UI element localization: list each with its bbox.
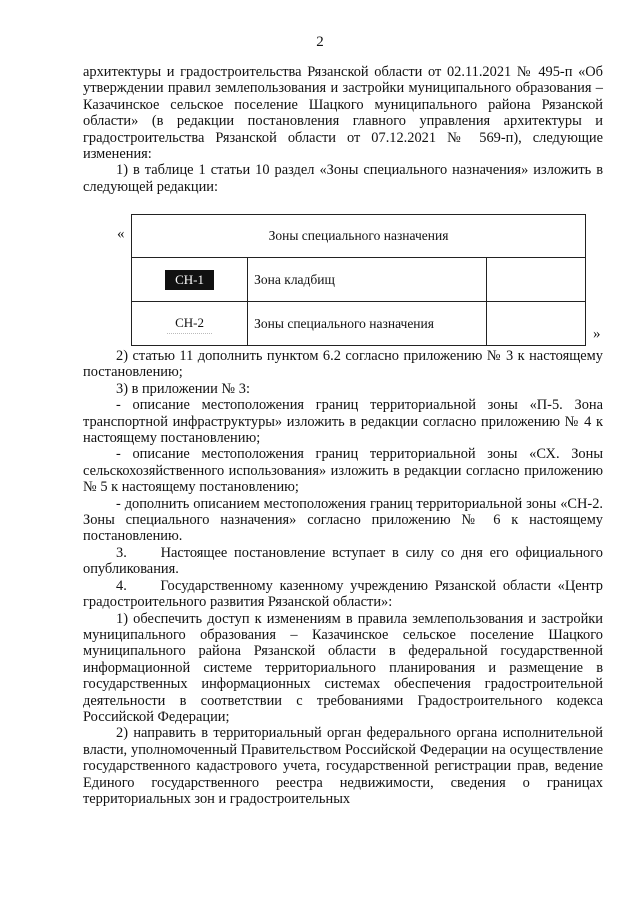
table-row [132, 258, 586, 302]
page-number: 2 [316, 34, 324, 50]
paragraph-amendment-intro: архитектуры и градостроительства Рязанской области от 02.11.2021 № 495-п «Об утверждении правил землепользования и застройки муниципального образования – Казачинское сельское поселение Шацкого муниципального района Рязанской области» (в редакции постановления главного управления архитектуры и градостроительства Рязанской области от 07.12.2021 № 569-п), следующие изменения: [83, 64, 603, 163]
table-header-row [132, 215, 586, 258]
paragraph-table-item: 1) в таблице 1 статьи 10 раздел «Зоны специального назначения» изложить в следующей редакции: [83, 162, 603, 195]
paragraph-item-2: 2) статью 11 дополнить пунктом 6.2 согласно приложению № 3 к настоящему постановлению; [83, 348, 603, 381]
paragraph-zone-sn2: - дополнить описанием местоположения границ территориальной зоны «СН-2. Зоны специального назначения» согласно приложению № 6 к настоящему постановлению. [83, 495, 603, 545]
zone-code: СН-2 [167, 313, 212, 334]
paragraph-clause-3: 3. Настоящее постановление вступает в силу со дня его официального опубликования. [83, 544, 603, 578]
zone-empty-cell [487, 258, 586, 302]
quote-open-mark: « [117, 226, 125, 242]
zone-code-cell [132, 302, 248, 346]
paragraph-clause-4-2: 2) направить в территориальный орган федерального органа исполнительной власти, уполномоченный Правительством Российской Федерации на осуществление государственного кадастрового учета, государственной регистрации прав, ведение Единого государственного реестра недвижимости, сведения о границах территориальных зон и градостроительных [83, 725, 603, 807]
zones-table [131, 214, 586, 346]
paragraph-zone-sh: - описание местоположения границ территориальной зоны «СХ. Зоны сельскохозяйственного использования» изложить в редакции согласно приложению № 5 к настоящему постановлению; [83, 446, 603, 496]
paragraph-zone-p5: - описание местоположения границ территориальной зоны «П-5. Зона транспортной инфраструктуры» изложить в редакции согласно приложению № 4 к настоящему постановлению; [83, 397, 603, 447]
decree-text-bottom [83, 348, 603, 807]
paragraph-clause-4: 4. Государственному казенному учреждению Рязанской области «Центр градостроительного развития Рязанской области»: [83, 577, 603, 611]
table-header-cell: Зоны специального назначения [132, 215, 586, 258]
quote-close-mark: » [593, 326, 601, 342]
zone-empty-cell [487, 302, 586, 346]
zone-name-cell: Зоны специального назначения [248, 302, 487, 346]
zone-code-cell [132, 258, 248, 302]
paragraph-item-3: 3) в приложении № 3: [116, 380, 250, 397]
paragraph-clause-4-1: 1) обеспечить доступ к изменениям в правила землепользования и застройки муниципального образования – Казачинское сельское поселение Шацкого муниципального района Рязанской области в федеральной государственной информационной системе территориального планирования и размещение в государственных информационных системах обеспечения градостроительной деятельности в соответствии с требованиями Градостроительного кодекса Российской Федерации; [83, 610, 603, 725]
decree-text-top [83, 64, 603, 195]
table-row [132, 302, 586, 346]
zone-code: СН-1 [165, 270, 214, 290]
zone-name-cell: Зона кладбищ [248, 258, 487, 302]
